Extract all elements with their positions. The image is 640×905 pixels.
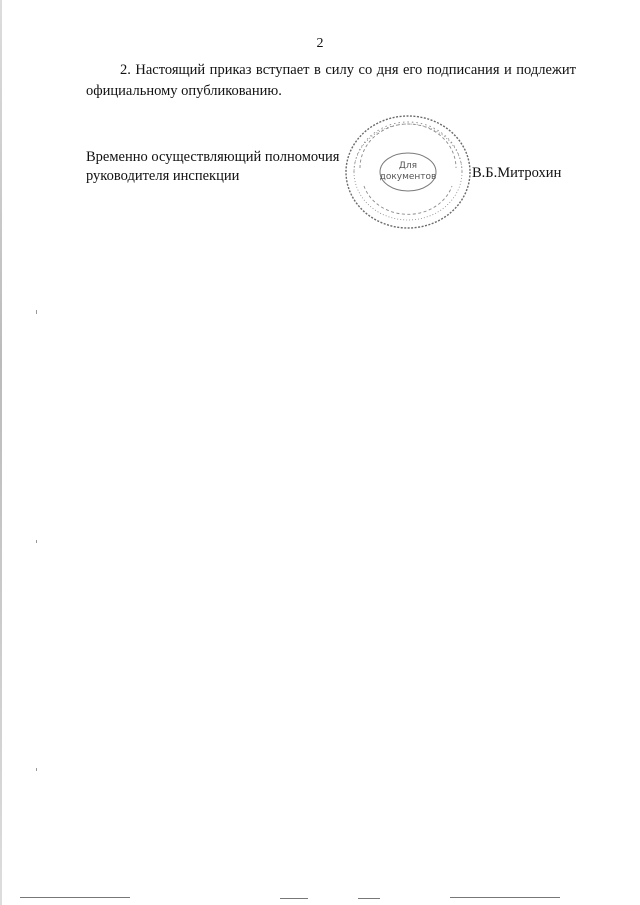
stamp-center-text-line1: Для bbox=[398, 161, 418, 171]
edge-dash bbox=[20, 897, 130, 898]
signer-name: В.Б.Митрохин bbox=[472, 165, 562, 181]
page-number: 2 bbox=[316, 36, 324, 51]
edge-dash bbox=[450, 897, 560, 898]
stamp-center-text-line2: документов bbox=[379, 172, 437, 182]
signer-position-line1: Временно осуществляющий полномочия bbox=[86, 149, 340, 165]
scan-margin-mark bbox=[36, 768, 37, 771]
scan-margin-mark bbox=[36, 540, 37, 543]
signer-position-line2: руководителя инспекции bbox=[86, 168, 240, 184]
scan-margin-mark bbox=[36, 310, 37, 314]
body-paragraph: 2. Настоящий приказ вступает в силу со дня его подписания и подлежит официальному опубликованию. bbox=[86, 62, 576, 99]
edge-dash bbox=[358, 898, 380, 899]
edge-dash bbox=[280, 898, 308, 899]
scan-bottom-edge bbox=[0, 896, 640, 900]
scan-left-edge bbox=[0, 0, 2, 905]
